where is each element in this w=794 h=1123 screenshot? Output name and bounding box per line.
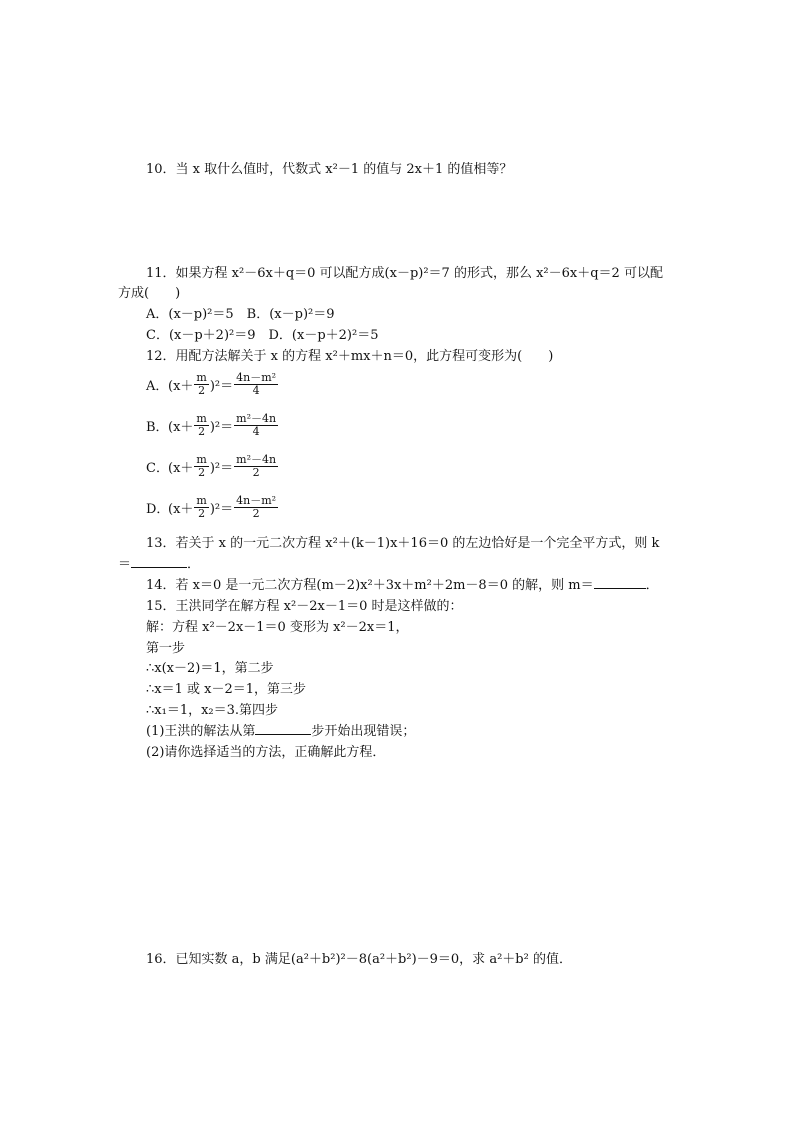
answer-blank[interactable] [131, 556, 187, 568]
question-14: 14．若 x＝0 是一元二次方程(m－2)x²＋3x＋m²＋2m－8＝0 的解，则 m＝ ． [146, 578, 659, 593]
answer-blank[interactable] [255, 723, 311, 735]
question-15-step1-label: 第一步 [146, 641, 186, 656]
question-15-step1: 解：方程 x²－2x－1＝0 变形为 x²－2x＝1， [146, 620, 409, 635]
question-11-options-cd: C．(x－p＋2)²＝9 D．(x－p＋2)²＝5 [146, 328, 379, 343]
question-11-line1: 11．如果方程 x²－6x＋q＝0 可以配方成(x－p)²＝7 的形式，那么 x²－6x＋q＝2 可以配 [146, 266, 663, 281]
question-13-line1: 13．若关于 x 的一元二次方程 x²＋(k－1)x＋16＝0 的左边恰好是一个完全平方式，则 k [146, 536, 660, 551]
question-12-option-a: A． (x＋ $\frac{m}{2}$ )²＝ $\frac{\text{4n－m²}}{4}$ [146, 371, 277, 397]
question-12-option-b: B． (x＋ $\frac{m}{2}$ )²＝ $\frac{\text{m²－4n}}{4}$ [146, 412, 277, 438]
question-12-stem: 12．用配方法解关于 x 的方程 x²＋mx＋n＝0，此方程可变形为( ) [146, 349, 554, 364]
question-11-options-ab: A．(x－p)²＝5 B．(x－p)²＝9 [146, 307, 335, 322]
fraction: $\frac{m}{2}$ [196, 453, 207, 479]
question-10: 10．当 x 取什么值时，代数式 x²－1 的值与 2x＋1 的值相等？ [146, 162, 513, 177]
question-15-part1: (1)王洪的解法从第 步开始出现错误； [146, 724, 416, 739]
question-15-stem: 15．王洪同学在解方程 x²－2x－1＝0 时是这样做的： [146, 599, 463, 614]
fraction: $\frac{\text{4n－m²}}{4}$ [236, 371, 277, 397]
question-11-line2: 方成( ) [118, 286, 181, 301]
question-16: 16．已知实数 a，b 满足(a²＋b²)²－8(a²＋b²)－9＝0，求 a²＋b² 的值． [146, 952, 572, 967]
fraction: $\frac{\text{m²－4n}}{4}$ [236, 412, 277, 438]
question-12-option-d: D． (x＋ $\frac{m}{2}$ )²＝ $\frac{\text{4n－m²}}{2}$ [146, 494, 277, 520]
question-15-step4: ∴x₁＝1，x₂＝3.第四步 [146, 703, 279, 718]
answer-blank[interactable] [594, 577, 646, 589]
fraction: $\frac{m}{2}$ [196, 371, 207, 397]
question-12-option-c: C． (x＋ $\frac{m}{2}$ )²＝ $\frac{\text{m²－4n}}{2}$ [146, 453, 277, 479]
question-15-step2: ∴x(x－2)＝1，第二步 [146, 661, 274, 676]
fraction: $\frac{\text{m²－4n}}{2}$ [236, 453, 277, 479]
question-15-part2: (2)请你选择适当的方法，正确解此方程． [146, 745, 386, 760]
fraction: $\frac{\text{4n－m²}}{2}$ [236, 494, 277, 520]
fraction: $\frac{m}{2}$ [196, 494, 207, 520]
question-13-line2: ＝ ． [118, 557, 201, 572]
question-15-step3: ∴x＝1 或 x－2＝1，第三步 [146, 682, 307, 697]
fraction: $\frac{m}{2}$ [196, 412, 207, 438]
